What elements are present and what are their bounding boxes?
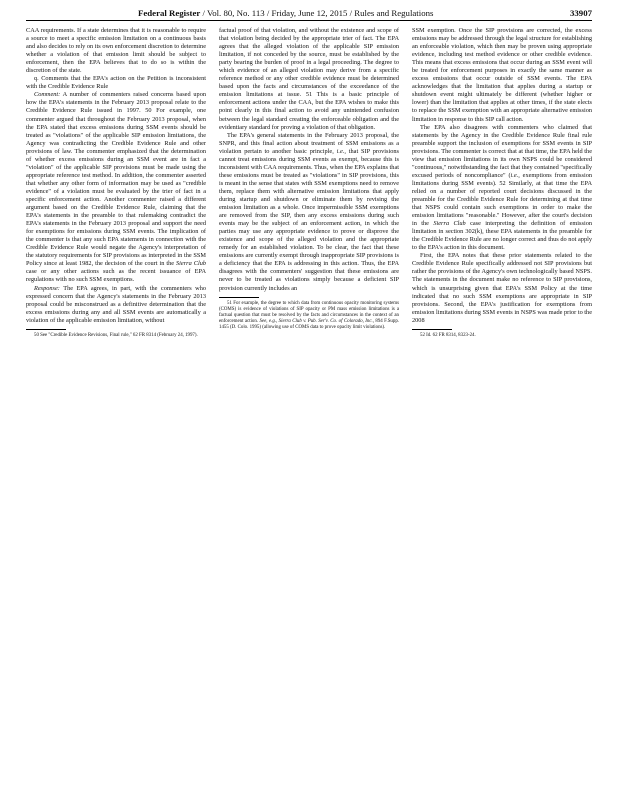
paragraph-text: The EPA's general statements in the February 2013 proposal, the SNPR, and this final action about treatment of SSM emissions as a violation pertain to another basic principle, bbox=[219, 131, 399, 155]
footnote-text-part: 51 For example, the degree to which data from continuous opacity monitoring systems (COMS) is evidence of violations of SIP opacity or PM mass emission limitations is a factual question that must be resolved by the facts and circumstances in the context of an enforcement action. bbox=[219, 300, 399, 324]
paragraph bbox=[412, 124, 592, 253]
comment-label: Comment: bbox=[34, 91, 61, 99]
page-number: 33907 bbox=[570, 8, 592, 18]
case-name: Sierra Club bbox=[433, 220, 466, 228]
paragraph-text: case interpreting the definition of emission limitation in section 302(k), these EPA statements in the preamble for the Credible Evidence Rule are no longer correct and thus do not apply to the EPA's action in this document. bbox=[412, 220, 592, 252]
footnote bbox=[219, 301, 399, 331]
paragraph: CAA requirements. If a state determines that it is reasonable to require a source to meet a specific emission limitation on a continuous basis and also decides to rely on its own enforcement discretion to determine whether a violation of that emission limit should be subject to enforcement, then the EPA believes that to do so is within the discretion of the state. bbox=[26, 27, 206, 75]
header-citation-text: / Vol. 80, No. 113 / Friday, June 12, 2015 / Rules and Regulations bbox=[200, 8, 434, 18]
paragraph: SSM exemption. Once the SIP provisions are corrected, the excess emissions may be addressed through the legal structure for establishing an enforceable violation, which then may be proven using appropriate evidence, including test method evidence or other credible evidence. This means that excess emissions that occur during an SSM event will be treated for enforcement purposes in exactly the same manner as excess emissions that occur outside of SSM events. The EPA acknowledges that the limitation that applies during a startup or shutdown event might ultimately be different (whether higher or lower) than the limitation that applies at other times, if the state elects to replace the SSM exemption with an appropriate alternative emission limitation in response to this SIP call action. bbox=[412, 27, 592, 123]
footnote bbox=[26, 333, 206, 339]
paragraph: factual proof of that violation, and without the existence and scope of that violation being decided by the appropriate trier of fact. The EPA agrees that the alleged violation of the applicable SIP emission limitation, if not conceded by the source, must be established by the party bearing the burden of proof in a legal proceeding. The degree to which evidence of an alleged violation may derive from a specific reference method or any other credible evidence must be determined based upon the facts and circumstances of the exceedance of the emission limitations at issue. 51 This is a basic principle of enforcement actions under the CAA, but the EPA wishes to make this point clearly in this final action to avoid any unintended confusion between the legal standard creating the enforceable obligation and the evidentiary standard for proving a violation of that obligation. bbox=[219, 27, 399, 131]
italic-text: i.e., bbox=[336, 147, 346, 155]
footnote bbox=[412, 333, 592, 339]
paragraph: First, the EPA notes that these prior statements related to the Credible Evidence Rule specifically addressed not SIP provisions but rather the provisions of the Agency's own technologically based NSPS. The statements in the document make no reference to SIP provisions, which is unsurprising given that EPA's SSM Policy at the time indicated that no such SSM exemptions are appropriate in SIP provisions. Second, the EPA's justification for exemptions from emission limitations during SSM events in NSPS was made prior to the 2008 bbox=[412, 252, 592, 324]
footnote-rule bbox=[412, 329, 452, 330]
column-3 bbox=[412, 27, 592, 339]
paragraph bbox=[219, 132, 399, 293]
footnote-text bbox=[219, 301, 399, 331]
case-name: Sierra Club bbox=[176, 260, 206, 268]
running-header bbox=[26, 6, 592, 21]
paragraph-text: that SIP provisions cannot treat emissions during SSM events as exempt, because this is inconsistent with CAA requirements. Thus, when the EPA explains that these emissions must be treated as "violations" in SIP provisions, this is meant in the sense that states with SSM exemptions need to remove them, replace them with alternative emission limitations that apply during startup and shutdown or eliminate them by revising the emission limitation as a whole. Once impermissible SSM exemptions are removed from the SIP, then any excess emissions during such events may be the subject of an enforcement action, in which the parties may use any appropriate evidence to prove or disprove the existence and scope of the alleged violation and the appropriate remedy for an established violation. To be clear, the fact that these emissions are currently exempt through inappropriate SIP provisions is a deficiency that the EPA is addressing in this action. Thus, the EPA disagrees with the commenters' suggestion that these emissions are never to be treated as violations simply because a deficient SIP provision currently includes an bbox=[219, 147, 399, 292]
header-doc-name: Federal Register bbox=[138, 8, 201, 18]
footnote-text-part: 894 F.Supp. 1455 (D. Colo. 1995) (allowing use of COMS data to prove opacity limit violations). bbox=[219, 318, 399, 330]
column-1 bbox=[26, 27, 206, 339]
response-label: Response: bbox=[34, 284, 60, 292]
header-citation bbox=[138, 6, 433, 20]
column-2 bbox=[219, 27, 399, 331]
paragraph-text: A number of commenters raised concerns based upon how the EPA's statements in the February 2013 proposal relate to the Credible Evidence Rule issued in 1997. 50 For example, one commenter argued that throughout the February 2013 proposal, when the EPA stated that excess emissions during SSM events should be treated as "violations" of the applicable SIP emission limitations, the Agency was contradicting the Credible Evidence Rule and other provisions of law. The commenter emphasized that the determination of whether excess emissions during an SSM event are in fact a "violation" of the applicable SIP provisions must be made using the appropriate reference test method. In addition, the commenter asserted that whether any other form of information may be used as "credible evidence" of a violation must be evaluated by the trier of fact in a specific enforcement action. Another commenter raised a different argument based on the Credible Evidence Rule, claiming that the EPA's statements in the preamble to that rulemaking contradict the EPA's statements in the February 2013 proposal and support the need for exemptions for emissions during SSM events. The implication of the commenter is that any such EPA statements in connection with the Credible Evidence Rule would negate the Agency's interpretation of the statutory requirements for SIP provisions as interpreted in the SSM Policy since at least 1982, the decision of the court in the bbox=[26, 91, 206, 268]
footnote-text: 50 See "Credible Evidence Revisions, Final rule," 62 FR 8314 (February 24, 1997). bbox=[34, 332, 198, 338]
paragraph bbox=[26, 91, 206, 284]
paragraph-text: The EPA agrees, in part, with the commenters who expressed concern that the Agency's statements in the February 2013 proposal could be misconstrued as a definitive determination that the excess emissions during any and all SSM events are automatically a violation of the applicable emission limitation, without bbox=[26, 284, 206, 324]
paragraph-text: The EPA also disagrees with commenters who claimed that statements by the Agency in the Credible Evidence Rule final rule preamble support the inclusion of exemptions for SSM events in SIP provisions. The commenter is correct that at that time, the EPA held the view that emission limitations in its own NSPS could be considered "continuous," notwithstanding the fact that they contained "specifically excused periods of noncompliance" ( bbox=[412, 123, 592, 179]
footnote-citation: See, e.g., Sierra Club v. Pub. Ser'v. Co. of Colorado, Inc., bbox=[259, 318, 374, 324]
footnote-text: 52 Id. 62 FR 8314, 8323-24. bbox=[420, 332, 476, 338]
footnote-rule bbox=[219, 297, 259, 298]
paragraph-text: exemptions from emission limitations during SSM events). 52 Similarly, at that time the EPA relied on a number of reported court decisions discussed in the preamble for the Credible Evidence Rule for determining at that time that NSPS could contain such exemptions in order to make the emission limitations "reasonable." However, after the court's decision in the bbox=[412, 171, 592, 228]
section-heading: q. Comments that the EPA's action on the Petition is inconsistent with the Credible Evidence Rule bbox=[26, 75, 206, 91]
italic-text: i.e., bbox=[510, 171, 520, 179]
paragraph-text: case or any other actions such as the recent issuance of EPA regulations with no such SSM exemptions. bbox=[26, 268, 206, 284]
paragraph bbox=[26, 285, 206, 325]
footnote-rule bbox=[26, 329, 66, 330]
